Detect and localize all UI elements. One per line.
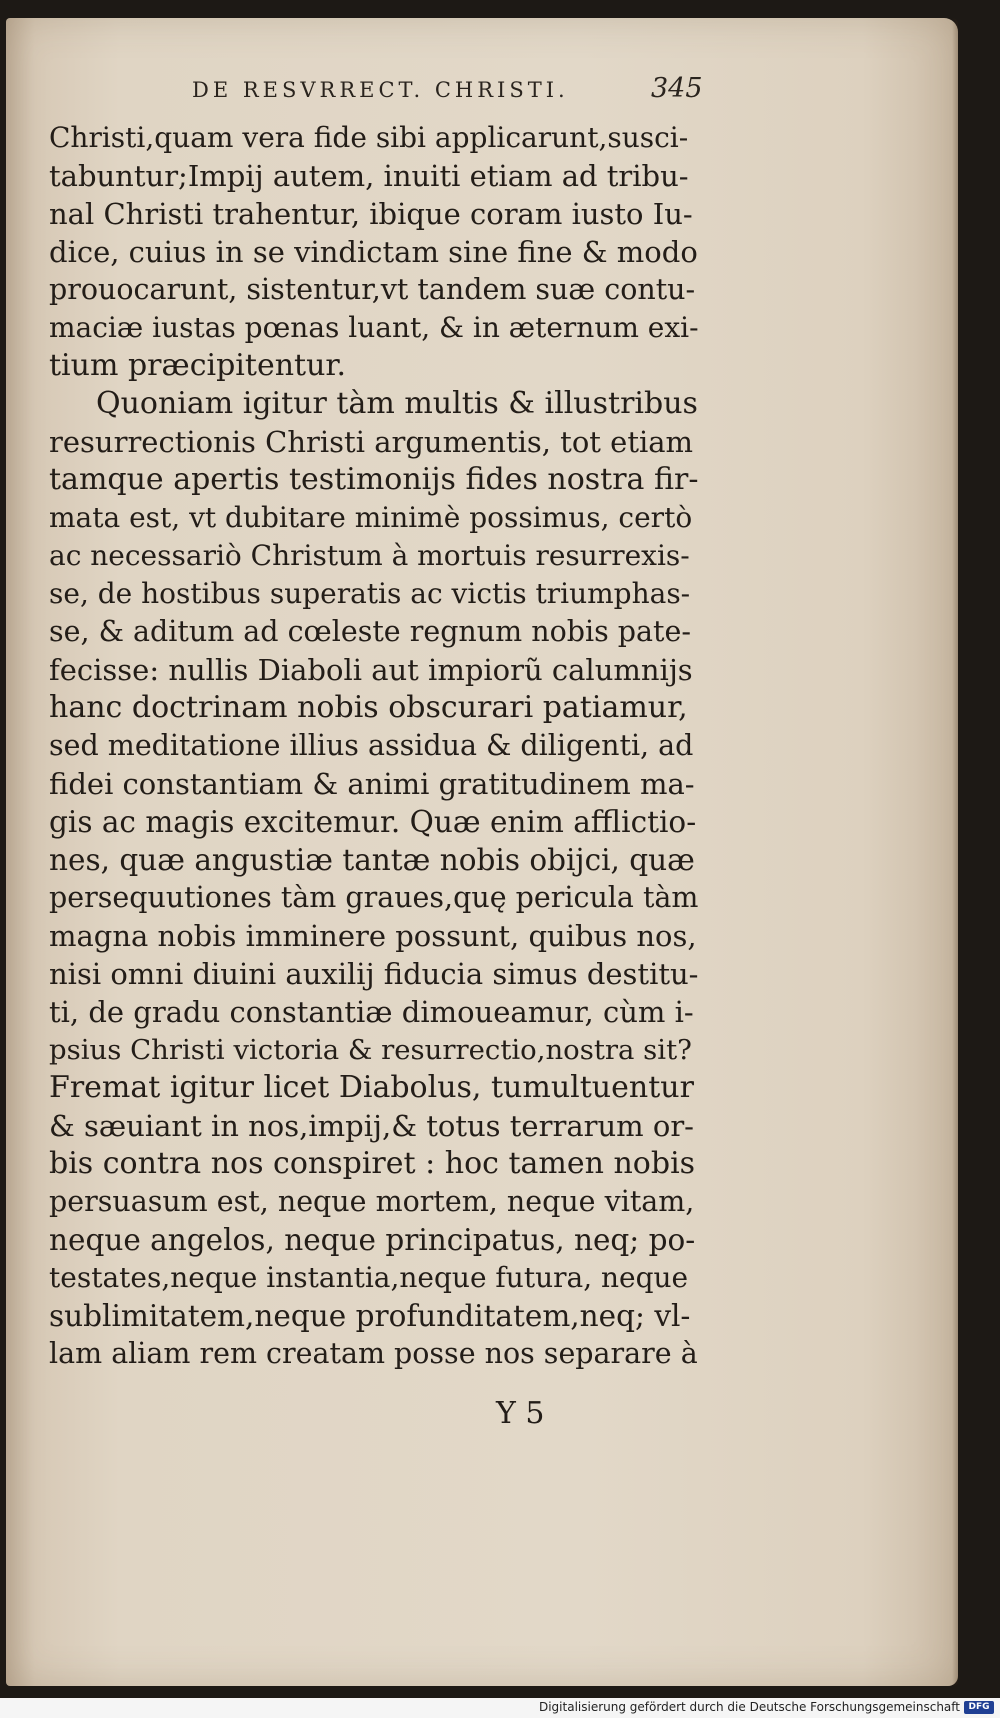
text-line: magna nobis imminere possunt, quibus nos, bbox=[49, 919, 697, 953]
text-line: resurrectionis Christi argumentis, tot etiam bbox=[49, 425, 694, 459]
digitization-footer bbox=[0, 1698, 1000, 1718]
text-line: maciæ iustas pœnas luant, & in æternum exi- bbox=[49, 311, 699, 344]
text-line: se, de hostibus superatis ac victis triumphas- bbox=[49, 577, 691, 610]
text-line: tium præcipitentur. bbox=[49, 348, 346, 383]
text-line: prouocarunt, sistentur,vt tandem suæ contu- bbox=[49, 273, 696, 306]
text-line: persuasum est, neque mortem, neque vitam, bbox=[49, 1185, 695, 1218]
text-line: lam aliam rem creatam posse nos separare à bbox=[49, 1337, 698, 1370]
text-line: Christi,quam vera fide sibi applicarunt,susci- bbox=[49, 121, 689, 154]
text-line: fecisse: nullis Diaboli aut impiorũ calumnijs bbox=[49, 653, 693, 687]
signature-mark: Y 5 bbox=[496, 1396, 545, 1431]
text-line: persequutiones tàm graues,quę pericula tàm bbox=[49, 881, 699, 914]
running-head-title: DE RESVRRECT. CHRISTI. bbox=[192, 78, 569, 102]
dfg-logo-icon bbox=[964, 1701, 994, 1714]
paragraph-first-line: Quoniam igitur tàm multis & illustribus bbox=[96, 386, 698, 421]
text-line: ti, de gradu constantiæ dimoueamur, cùm i- bbox=[49, 995, 694, 1029]
text-line: sed meditatione illius assidua & diligenti, ad bbox=[49, 729, 694, 762]
text-line: hanc doctrinam nobis obscurari patiamur, bbox=[49, 690, 688, 725]
text-line: bis contra nos conspiret : hoc tamen nobis bbox=[49, 1146, 696, 1181]
text-line: Fremat igitur licet Diabolus, tumultuentur bbox=[49, 1070, 694, 1105]
text-line: ac necessariò Christum à mortuis resurrexis- bbox=[49, 539, 690, 572]
text-line: & sæuiant in nos,impij,& totus terrarum or- bbox=[49, 1109, 694, 1143]
book-page bbox=[6, 18, 958, 1686]
dfg-logo-text: DFG bbox=[968, 1702, 990, 1712]
page-number: 345 bbox=[651, 73, 703, 104]
text-line: nisi omni diuini auxilij fiducia simus destitu- bbox=[49, 957, 699, 991]
text-line: fidei constantiam & animi gratitudinem ma- bbox=[49, 767, 695, 801]
text-line: psius Christi victoria & resurrectio,nostra sit? bbox=[49, 1034, 692, 1066]
text-line: sublimitatem,neque profunditatem,neq; vl- bbox=[49, 1299, 691, 1333]
running-head bbox=[6, 70, 958, 110]
page-edge-shadow bbox=[952, 18, 958, 1686]
text-line: gis ac magis excitemur. Quæ enim afflictio- bbox=[49, 805, 697, 839]
text-line: tamque apertis testimonijs fides nostra fir- bbox=[49, 462, 699, 497]
text-line: dice, cuius in se vindictam sine fine & modo bbox=[49, 235, 698, 269]
text-line: testates,neque instantia,neque futura, neque bbox=[49, 1261, 689, 1294]
text-line: tabuntur;Impij autem, inuiti etiam ad tribu- bbox=[49, 159, 689, 193]
text-line: se, & aditum ad cœleste regnum nobis pate- bbox=[49, 615, 691, 648]
funding-credit: Digitalisierung gefördert durch die Deutsche Forschungsgemeinschaft bbox=[538, 1700, 960, 1714]
text-line: mata est, vt dubitare minimè possimus, certò bbox=[49, 501, 693, 534]
text-line: nal Christi trahentur, ibique coram iusto Iu- bbox=[49, 197, 693, 231]
text-line: neque angelos, neque principatus, neq; po- bbox=[49, 1223, 696, 1257]
text-line: nes, quæ angustiæ tantæ nobis obijci, quæ bbox=[49, 843, 695, 877]
